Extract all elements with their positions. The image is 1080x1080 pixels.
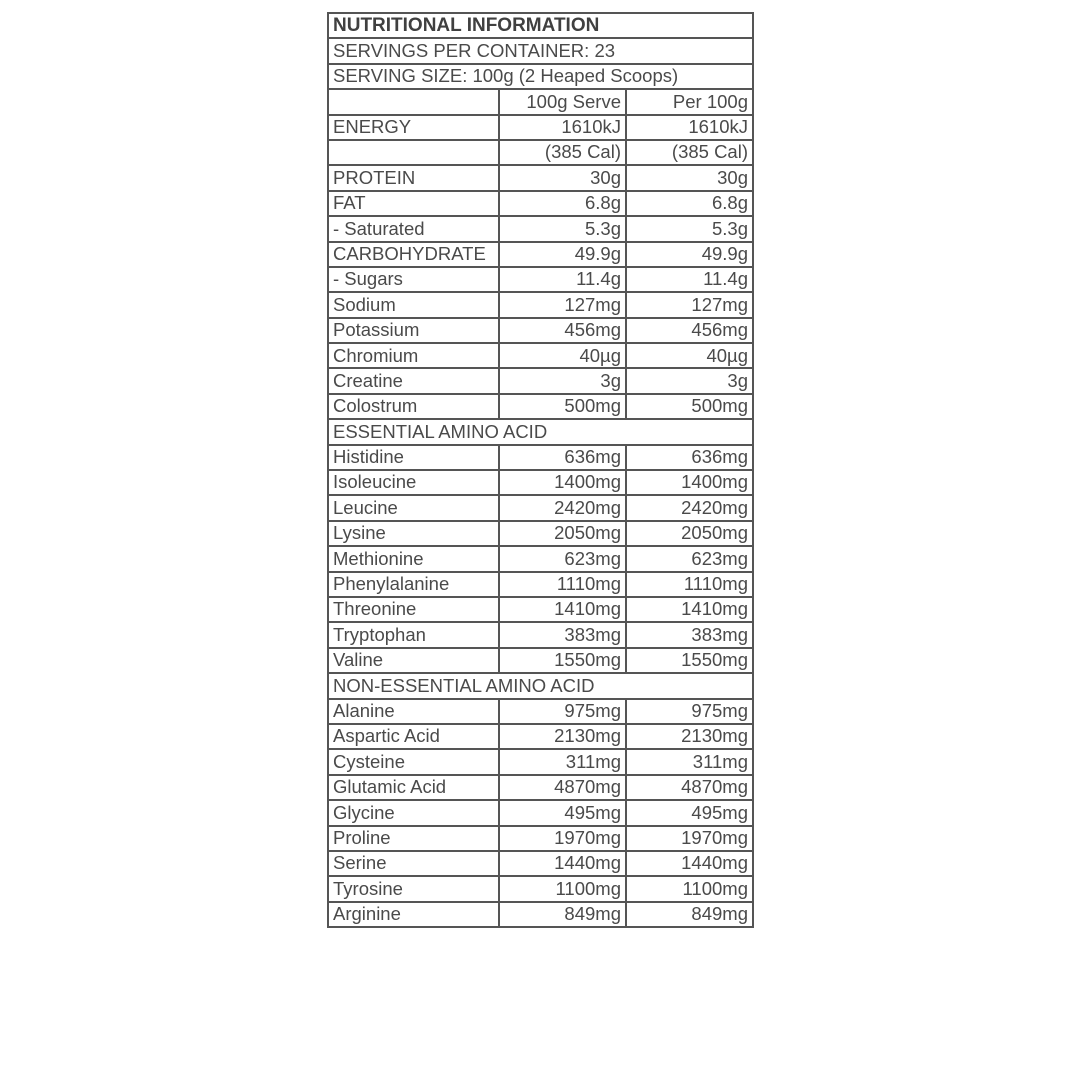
value-per-100g: 1400mg	[626, 470, 753, 495]
value-per-100g: 636mg	[626, 445, 753, 470]
value-per-serve: 383mg	[499, 622, 626, 647]
value-per-serve: 2050mg	[499, 521, 626, 546]
value-per-100g: 4870mg	[626, 775, 753, 800]
value-per-serve: 623mg	[499, 546, 626, 571]
value-per-100g: 2050mg	[626, 521, 753, 546]
table-title: NUTRITIONAL INFORMATION	[328, 13, 753, 38]
value-per-100g: 5.3g	[626, 216, 753, 241]
section-header-row	[328, 419, 753, 444]
value-per-100g: 495mg	[626, 800, 753, 825]
value-per-100g: 1100mg	[626, 876, 753, 901]
value-per-100g: 127mg	[626, 292, 753, 317]
value-per-100g: 1550mg	[626, 648, 753, 673]
nutrient-name: Valine	[328, 648, 499, 673]
nutrient-name: Proline	[328, 826, 499, 851]
value-per-serve: (385 Cal)	[499, 140, 626, 165]
value-per-100g: 1970mg	[626, 826, 753, 851]
value-per-serve: 311mg	[499, 749, 626, 774]
column-header-serve: 100g Serve	[499, 89, 626, 114]
section-header: NON-ESSENTIAL AMINO ACID	[328, 673, 753, 698]
section-header-row	[328, 673, 753, 698]
table-row	[328, 242, 753, 267]
table-row	[328, 597, 753, 622]
value-per-100g: 1110mg	[626, 572, 753, 597]
value-per-100g: 623mg	[626, 546, 753, 571]
nutrition-panel	[327, 12, 752, 928]
title-row	[328, 13, 753, 38]
nutrient-name: Creatine	[328, 368, 499, 393]
value-per-serve: 849mg	[499, 902, 626, 927]
value-per-serve: 1400mg	[499, 470, 626, 495]
column-header-name	[328, 89, 499, 114]
nutrient-name: FAT	[328, 191, 499, 216]
value-per-100g: 1410mg	[626, 597, 753, 622]
column-header-per100: Per 100g	[626, 89, 753, 114]
value-per-serve: 40µg	[499, 343, 626, 368]
nutrient-name: Cysteine	[328, 749, 499, 774]
value-per-100g: 975mg	[626, 699, 753, 724]
value-per-serve: 5.3g	[499, 216, 626, 241]
value-per-100g: 40µg	[626, 343, 753, 368]
table-row	[328, 165, 753, 190]
table-row	[328, 724, 753, 749]
nutrient-name: ENERGY	[328, 115, 499, 140]
value-per-serve: 495mg	[499, 800, 626, 825]
nutrient-name: Isoleucine	[328, 470, 499, 495]
value-per-serve: 49.9g	[499, 242, 626, 267]
nutrient-name: Chromium	[328, 343, 499, 368]
table-row	[328, 851, 753, 876]
value-per-100g: 311mg	[626, 749, 753, 774]
table-row	[328, 115, 753, 140]
value-per-100g: 2130mg	[626, 724, 753, 749]
value-per-100g: 383mg	[626, 622, 753, 647]
table-row	[328, 826, 753, 851]
serving-size: SERVING SIZE: 100g (2 Heaped Scoops)	[328, 64, 753, 89]
value-per-serve: 456mg	[499, 318, 626, 343]
nutrient-name: Alanine	[328, 699, 499, 724]
value-per-100g: 849mg	[626, 902, 753, 927]
table-row	[328, 876, 753, 901]
table-row	[328, 749, 753, 774]
value-per-100g: 11.4g	[626, 267, 753, 292]
table-row	[328, 800, 753, 825]
nutrition-table-body	[328, 13, 753, 927]
servings-per-container: SERVINGS PER CONTAINER: 23	[328, 38, 753, 63]
table-row	[328, 699, 753, 724]
value-per-100g: 6.8g	[626, 191, 753, 216]
value-per-100g: 2420mg	[626, 495, 753, 520]
table-row	[328, 775, 753, 800]
nutrient-name: - Sugars	[328, 267, 499, 292]
nutrient-name: Tyrosine	[328, 876, 499, 901]
table-row	[328, 622, 753, 647]
value-per-100g: 49.9g	[626, 242, 753, 267]
serving-size-row	[328, 64, 753, 89]
nutrient-name	[328, 140, 499, 165]
value-per-100g: 500mg	[626, 394, 753, 419]
value-per-serve: 4870mg	[499, 775, 626, 800]
nutrient-name: Leucine	[328, 495, 499, 520]
table-row	[328, 343, 753, 368]
value-per-serve: 6.8g	[499, 191, 626, 216]
value-per-serve: 2130mg	[499, 724, 626, 749]
servings-row	[328, 38, 753, 63]
value-per-100g: 30g	[626, 165, 753, 190]
nutrition-table	[327, 12, 754, 928]
nutrient-name: Lysine	[328, 521, 499, 546]
section-header: ESSENTIAL AMINO ACID	[328, 419, 753, 444]
table-row	[328, 292, 753, 317]
nutrient-name: - Saturated	[328, 216, 499, 241]
nutrient-name: Potassium	[328, 318, 499, 343]
nutrient-name: PROTEIN	[328, 165, 499, 190]
table-row	[328, 191, 753, 216]
nutrient-name: Histidine	[328, 445, 499, 470]
nutrient-name: Glycine	[328, 800, 499, 825]
table-row	[328, 546, 753, 571]
column-header-row	[328, 89, 753, 114]
nutrient-name: Methionine	[328, 546, 499, 571]
nutrient-name: Tryptophan	[328, 622, 499, 647]
value-per-serve: 1100mg	[499, 876, 626, 901]
nutrient-name: Colostrum	[328, 394, 499, 419]
nutrient-name: Threonine	[328, 597, 499, 622]
table-row	[328, 394, 753, 419]
table-row	[328, 445, 753, 470]
value-per-serve: 975mg	[499, 699, 626, 724]
nutrient-name: Arginine	[328, 902, 499, 927]
value-per-serve: 11.4g	[499, 267, 626, 292]
value-per-serve: 30g	[499, 165, 626, 190]
table-row	[328, 140, 753, 165]
table-row	[328, 470, 753, 495]
value-per-100g: 3g	[626, 368, 753, 393]
nutrient-name: Serine	[328, 851, 499, 876]
value-per-serve: 1610kJ	[499, 115, 626, 140]
table-row	[328, 267, 753, 292]
value-per-serve: 1410mg	[499, 597, 626, 622]
value-per-serve: 500mg	[499, 394, 626, 419]
value-per-100g: (385 Cal)	[626, 140, 753, 165]
value-per-serve: 1440mg	[499, 851, 626, 876]
value-per-serve: 1110mg	[499, 572, 626, 597]
nutrient-name: CARBOHYDRATE	[328, 242, 499, 267]
table-row	[328, 572, 753, 597]
value-per-serve: 1550mg	[499, 648, 626, 673]
table-row	[328, 368, 753, 393]
table-row	[328, 902, 753, 927]
value-per-serve: 1970mg	[499, 826, 626, 851]
table-row	[328, 648, 753, 673]
value-per-serve: 3g	[499, 368, 626, 393]
table-row	[328, 216, 753, 241]
value-per-100g: 456mg	[626, 318, 753, 343]
table-row	[328, 495, 753, 520]
value-per-serve: 127mg	[499, 292, 626, 317]
nutrient-name: Phenylalanine	[328, 572, 499, 597]
nutrient-name: Aspartic Acid	[328, 724, 499, 749]
table-row	[328, 521, 753, 546]
value-per-100g: 1440mg	[626, 851, 753, 876]
value-per-100g: 1610kJ	[626, 115, 753, 140]
value-per-serve: 2420mg	[499, 495, 626, 520]
nutrient-name: Sodium	[328, 292, 499, 317]
value-per-serve: 636mg	[499, 445, 626, 470]
nutrient-name: Glutamic Acid	[328, 775, 499, 800]
table-row	[328, 318, 753, 343]
